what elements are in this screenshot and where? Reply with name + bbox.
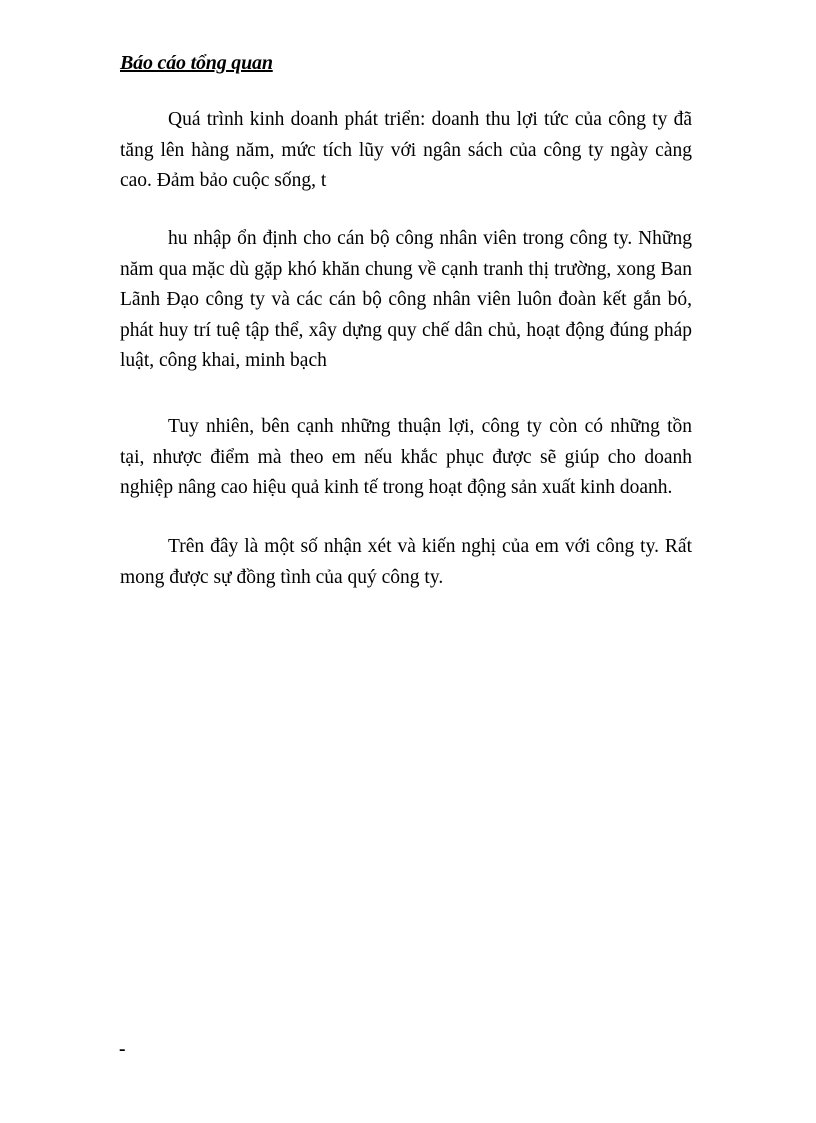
- paragraph-1: Quá trình kinh doanh phát triển: doanh thu lợi tức của công ty đã tăng lên hàng năm, mức tích lũy với ngân sách của công ty ngày càng cao. Đảm bảo cuộc sống, t: [120, 109, 692, 191]
- paragraph-4: Trên đây là một số nhận xét và kiến nghị của em với công ty. Rất mong được sự đồng tình của quý công ty.: [120, 536, 692, 588]
- paragraph-3: Tuy nhiên, bên cạnh những thuận lợi, công ty còn có những tồn tại, nhược điểm mà theo em nếu khắc phục được sẽ giúp cho doanh nghiệp nâng cao hiệu quả kinh tế trong hoạt động sản xuất kinh doanh.: [120, 416, 692, 498]
- document-heading: Báo cáo tổng quan: [120, 52, 273, 74]
- footer-mark: -: [119, 1039, 126, 1060]
- paragraph-2: hu nhập ổn định cho cán bộ công nhân viên trong công ty. Những năm qua mặc dù gặp khó khăn chung về cạnh tranh thị trường, xong Ban Lãnh Đạo công ty và các cán bộ công nhân viên luôn đoàn kết gắn bó, phát huy trí tuệ tập thể, xây dựng quy chế dân chủ, hoạt động đúng pháp luật, công khai, minh bạch: [120, 228, 692, 371]
